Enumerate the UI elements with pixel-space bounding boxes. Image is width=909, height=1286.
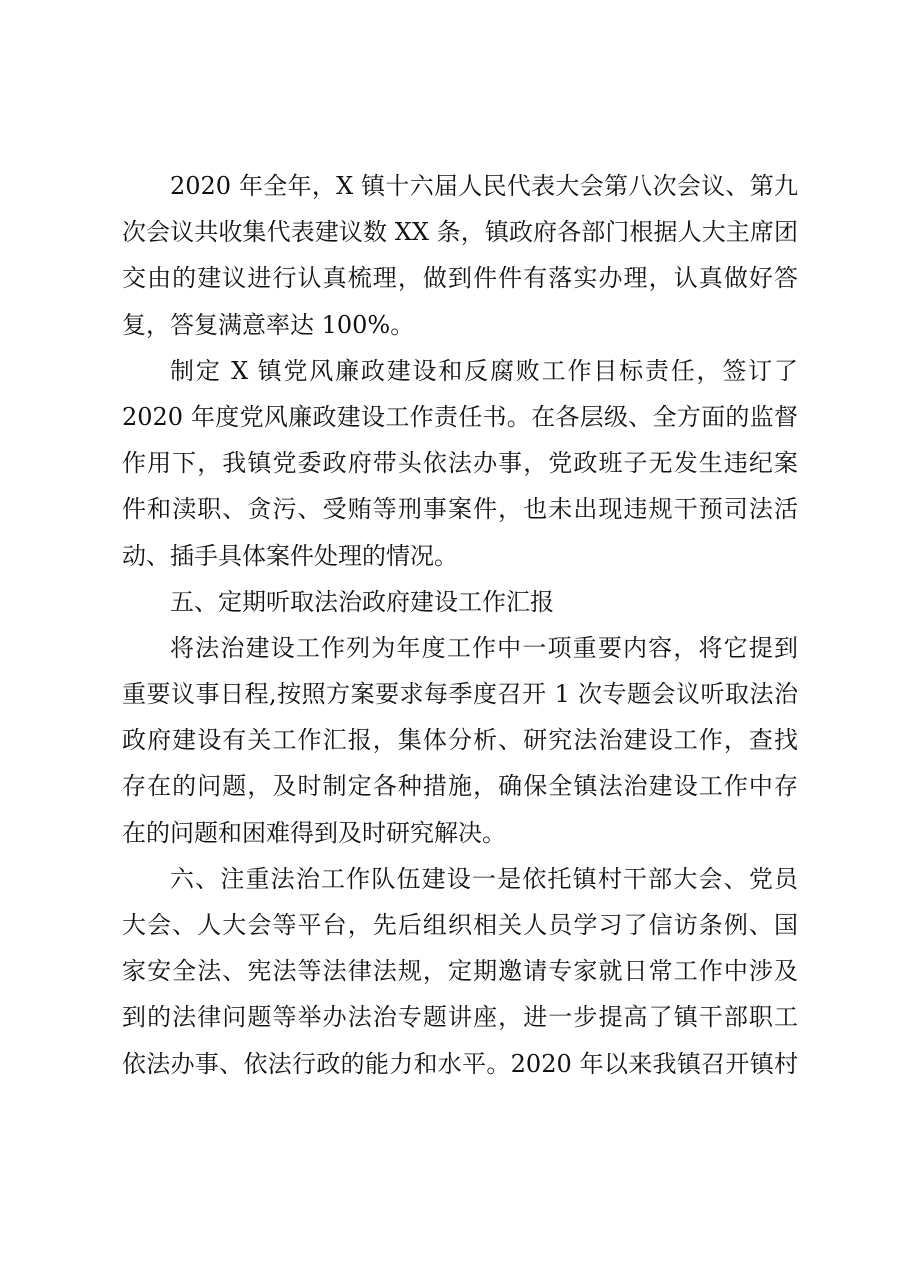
text-line: 动、插手具体案件处理的情况。 — [122, 541, 458, 570]
text-line: 次会议共收集代表建议数 XX 条，镇政府各部门根据人大主席团 — [122, 218, 798, 247]
text-line: 重要议事日程,按照方案要求每季度召开 1 次专题会议听取法治 — [122, 680, 798, 709]
section-heading-five — [122, 579, 798, 625]
text-line: 到的法律问题等举办法治专题讲座，进一步提高了镇干部职工 — [122, 1003, 798, 1032]
document-body — [122, 163, 798, 1087]
text-line: 作用下，我镇党委政府带头依法办事，党政班子无发生违纪案 — [122, 449, 798, 478]
text-line: 交由的建议进行认真梳理，做到件件有落实办理，认真做好答 — [122, 264, 798, 293]
text-line: 家安全法、宪法等法律法规，定期邀请专家就日常工作中涉及 — [122, 957, 798, 986]
text-line: 2020 年全年，X 镇十六届人民代表大会第八次会议、第九 — [170, 172, 798, 200]
text-line: 在的问题和困难得到及时研究解决。 — [122, 818, 506, 847]
text-line: 存在的问题，及时制定各种措施，确保全镇法治建设工作中存 — [122, 772, 798, 801]
text-line: 件和渎职、贪污、受贿等刑事案件，也未出现违规干预司法活 — [122, 495, 798, 524]
paragraph-work-reports — [122, 625, 798, 856]
text-line: 六、注重法治工作队伍建设一是依托镇村干部大会、党员 — [170, 864, 798, 893]
text-line: 依法办事、依法行政的能力和水平。2020 年以来我镇召开镇村 — [122, 1049, 798, 1078]
paragraph-team-building — [122, 856, 798, 1087]
text-line: 政府建设有关工作汇报，集体分析、研究法治建设工作，查找 — [122, 726, 798, 755]
paragraph-anti-corruption — [122, 348, 798, 579]
text-line: 大会、人大会等平台，先后组织相关人员学习了信访条例、国 — [122, 911, 798, 939]
text-line: 2020 年度党风廉政建设工作责任书。在各层级、全方面的监督 — [122, 402, 798, 431]
text-line: 将法治建设工作列为年度工作中一项重要内容，将它提到 — [170, 633, 798, 662]
paragraph-npc-proposals — [122, 163, 798, 348]
section-heading: 五、定期听取法治政府建设工作汇报 — [170, 587, 554, 616]
text-line: 制定 X 镇党风廉政建设和反腐败工作目标责任，签订了 — [170, 356, 798, 385]
text-line: 复，答复满意率达 100%。 — [122, 310, 415, 339]
